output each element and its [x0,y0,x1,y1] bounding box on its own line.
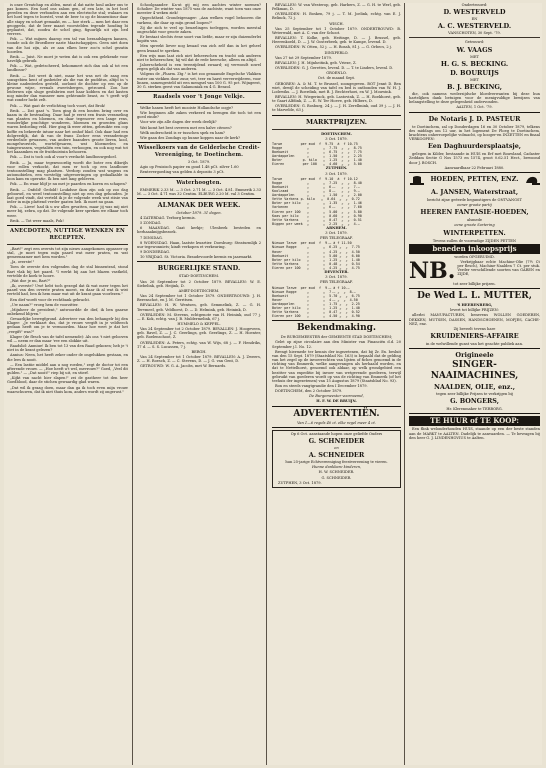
almanac-entry: 5 ZONDAG. [140,221,162,226]
ad-line: Hunne dankbare kinderen, [311,465,362,470]
register-entry: Van 24 September tot 2 October 1879. BEVALLEN: J. Hoogeveen, geb. Ravel, Z. — J. C. Geerlings, geb. Geerlings, Z. — H. Hoenter, geb. Roelenschoot, Z. [137,327,261,340]
paragraph: Een dief wordt voor de rechtbank gebracht. [10,297,91,302]
ad-line: en [334,445,339,450]
date-line: 3 Oct. 1879. [187,160,211,165]
market-date: 3 Oct. 1879. [325,275,348,280]
ad-line: in de welwillende gunst van het geachte publiek aan. [425,342,524,346]
ad-line: ZUTPHEN, 3 Oct. 1879. [278,480,322,485]
register-entry: Van 24 September tot 1 October 1879. ONDERTROUWD: J. H. Berenschot, en J. M. Gerritsen. [137,294,261,303]
ad-line: Een flink welonderhouden HUIS, staande op een der beste standen aan de MARKT te AALTEN. Dadelijk te aanvaarden. — Te bevragen bij den heer G. J. LINDENHOVIUS te Aalten. [409,427,540,440]
divider [272,427,401,428]
market-date: 3 Oct. 1879. [325,136,348,141]
paragraph: Pok. — Lieve! had ik u uw alles gevatten, maar jij was mij niet meer bij, zebra, op dat. De volgende keer spreken we elkaar toch weer. [7,205,128,218]
ad-line: H. W. SCHNEIDER. [318,470,355,475]
newspaper-page [4,3,542,765]
notice-line: De BURGEMEESTER der GEMEENTE STAD DOETINCHEM; [280,335,393,340]
market-date: 3 Oct. 1879. [325,231,348,236]
market-source: PER TELEGRAAF. [320,236,353,241]
paragraph: Pok. — Dat is toch ook al voor's verdacht landbouwgedoel. [10,155,117,160]
almanac-entry: 4 ZATERDAG. Terborg kermis. [140,216,196,220]
column-1 [7,3,128,765]
divider [137,91,261,92]
divider [7,225,128,226]
divider [137,261,261,262]
paragraph: Pok. — En waar blijf je nu met je paarden en koren en schapen? [10,182,127,187]
ad-line: bericht zijne geëerde begunstigers de ONTVANGST [427,197,522,202]
column-3 [272,3,401,765]
ad-line: Ondertrouwd: [461,3,488,7]
ad-line: te Doetinchem, zal op Donderdagen 16 en 30 October 1879, telkens des middags om 12 uur, in het logement De Ploeg te Doetinchem, krachtens onherroepelijke volmacht, op hooger-en INZETTEN en finaal VERKOOPEN: [409,124,540,142]
column-4 [409,3,540,765]
register-entry: Van 24 September tot 1 October 1879. BEVALLEN: A. J. Zweers, Z. — H. Roesch, Z. — C. Stevens, D. — J. G. van Gent, D. [137,355,261,364]
price-table: Tarwe per mud f 9.75 à f 10.75 Rogge „ „ 7.75 „ „ 8.75 Boekweit „ „ 6.75 „ „ 7.75 Aardappelen „ „ 1.50 „ „ 2.25 Boter p. kilo „ 1.25 „ „ 1.40 Eieren per 100 „ 4.60 „ „ 5.00 [272,141,362,167]
divider [409,172,540,173]
paragraph: Brok. — Juist. Ne moet je weten dat is ook een gelekende voor havelijk gebruik. [7,54,128,64]
paragraph: Pok. — Wat gaat de verlichting toch voort, dat Brok! [10,103,106,108]
subheading: DINXPERLO. [324,50,349,55]
notice-line: Gelet op zijne circulaire aan den Minister van Financiën d.d. 20 September j.l. No. 12. [272,340,401,349]
divider [7,244,128,245]
register-entry: OVERLEDEN: G. J. Gerettes, levenl. D. — T. te Linders, levenl. D. [275,66,394,71]
section-heading: ANECDOTEN, NUTTIGE WENKEN EN RECEPTEN. [10,227,125,241]
ad-highlight: beneden inkoopsprijs [409,244,540,254]
section-heading: Raadsels voor 't Jonge Velkje. [153,93,245,100]
subheading: HUMMELO & KEPPEL. [177,321,221,326]
price-table: Nieuwe Tarwe per mud f 9.— à f 10.— Nieuwe Rogge „ „ 7.— „ „ 8.— Boekweit „ „ 5.70 „ „ 6.75 Haver „ „ 4.— „ „ 4.50 Aardappelen „ „ 1.75 „ „ 2.25 Boter per kilo „ „ 1.25 „ „ 1.40 Vette Varkens „ „ 0.47 „ „ 0.52 Eieren per 100 „ „ 4.50 „ „ 4.90 [272,285,360,319]
ad-name: G. SCHNEIDER [308,436,365,445]
ad-line: worden OPGERUIMD. [454,254,495,259]
ad-line: AALTEN, 1 Oct. '79. [456,105,493,110]
almanac-entry: 10 VRIJDAG. St. Victoria. Braudevoorde kermis en jaarmarkt. [140,255,253,260]
ad-line: G. SCHNEIDER. [321,475,352,480]
section-heading: Waterhoogten. [176,179,222,186]
ad-line: alsmede [466,218,483,223]
ad-highlight: TE HUUR of TE KOOP: [409,416,540,426]
divider [409,413,540,414]
register-entry: OVERLEDEN: W. Otten, 52 j. — H. Bosah, 81 j. — G. Orbecs, 2 j. [275,45,393,50]
notice-line: Bon en steeds vangtgrandie den I December 1879. [275,383,368,388]
register-entry: OVERLEDEN: A. Peters, echtg. van W. Wijs, 68 j. — F. Hendriks, 17 d. — S. S. Lucassen, 7 j. [137,340,261,349]
divider [409,348,540,349]
paragraph: „Ik, overste? Uwé hebt toch gezegd dat ik wat meer tegen het paard van den overste praten moest, en daar ik al wat ik wist verteld had, ben ik hem maar wat uit de krant gaan voorlezen." [7,284,128,297]
ad-name: H. G. S. BECKING. [440,59,509,68]
ad-name: B. J. BECKING, [447,82,502,91]
register-entry: BEVALLEN: T. Kolke, geb. Heitinge, D. — J. Brussel, geb. Heerenkoeld, D. — J. W. Oosterbeek, geb. te Kampe, levend. D. [272,36,401,45]
ad-line: Getrouwd: [464,40,485,45]
ad-heading: De Notaris J. D. PASTEUR [428,114,521,123]
ad-line: Verkrijgbaar echte Machine-Olie (7½ Ct per flesch), Machine-Naalden 7 Ct. per stuk. Verder verschillende soorten van GAREN en ZIJDE, [457,259,540,277]
register-entry: Van 25 September tot 1 October 1879. ONDERTROUWD: B. Weterwald, met A. C. van der Schoot. [272,26,401,35]
subheading: WISCH. [329,21,344,26]
ad-heading: Origineele [455,351,494,360]
paragraph: Volgens de „Pharm. Ztg." is het zoo genaamde Engelsche Vlakken water om viekken door zuur, vet, teer en harst ververwijderen, voor linnen, samengesteld uit een mengsel van 100 G. 95 pct. Wijngeest, 30 G. sterken geest van Salamoniak en 4 G. Benzol. [137,72,261,89]
ad-name: D. BOURUIJS [450,68,499,77]
paragraph: Opgechtheid. Grondeigenager: „Aan welken vogel behooren die varkens, die daar op mijn grond loopen?" [137,16,261,25]
paragraph: Raadslid: Anmiue! Ik ben tot 13 van den Raad gekozen; heb je 't niet in de krant gelezen? [7,344,128,353]
riddle: Wie beginnen alle zaken verkeerd en brengen die toch tot een goed einde? [137,111,261,120]
almanac-entry: 6 MAANDAG. Gaat kerkje; Ulenbeek besteden en herhaaaknijgsbezoek. [137,226,261,235]
section-heading: ALMANAK DER WEEK. [157,200,241,209]
register-entry: BEVALLEN: H. Wiegerinck, geb. Lastovink, Z. — H. Boekhorst, geb. te Gaart Alfdink, Z. — E. W. Ter Hoeve, geb. Hilbers, D. [272,94,401,104]
ad-heading: WINTERPETTEN. [443,228,506,237]
paragraph: Pok. — Wat, gedetscheerd, bekommert zich dan ook al tot een landbouw? [7,64,128,73]
anniversary-ad [272,430,401,488]
ad-line: allerlei MANUFACTUREN, benevens WOLLEN GOEDEREN, DEKKEN, MUTSEN, DASSEN, HANDSCHOENEN, MOFJES, CACHE-NEZ, enz. [409,313,540,326]
ad-line: hun 25-jarige Echtvereeniging feestvereening te vieren. [285,460,388,465]
register-entry: Van 26 September tot 2 October 1879. BEVALLEN: W. E. Siebelink, geb. Heijink, D. [137,279,261,288]
paragraph: — Een lastiie middel aan u nog roeden," zegt de doctor tot een afterende vrouw. — „Hoe heeft u't wel, mevrouw?" Goed, „Veel dit gulden." — „Dat nooit!" riep bij uit, en stierf. [7,362,128,376]
paragraph: Pok. — Wat mijnen daarop een tal van beraadslagen kanzen, toonde ook de Broedbeer naste Maatschappijen. Geen niet doen van die hoi zijn, als ze aan elken beer zoo'n schel gezatin hoorden. [7,37,128,54]
almanac-entry: 7 DINSDAG. [140,235,163,240]
paragraph: Brok. — Dat gaat 's. Toen ging ik een bouten bring over en kaam in de bestraaling. Daar had je eerst een frasis verameling van planten en bloemen, en daar tegenover een lange rens, wonderlijke prachtige wonderen, bloemen en groenten glans waren bedoeling veld. Hier ging ik weer zitten, gebruikte een cop koffie en bekeerde intuur naar het omhof blad. Ook daar had een dolgreedijk, dat ik van de frans Zocher eens veranderinge verdeelsde gewassen, van andere baanders groote lieren, kool, mongelworstels, worteltjesaren, wat bloemerlen en tuingewassen, vegetaliën een tuin, verhoogen, en ook nog wat tot het kaaamken en de fruithuistuin behooren. [7,108,128,155]
notice-signature: H. F. W. DE BRUIJN. [316,399,357,404]
section-heading: MARKTPRIJZEN. [306,117,367,126]
section-heading: Wisselkoers van de Gelderlsche Credit-Vereeniging, te Doetinchem. [138,145,260,159]
market-name: ZUTPHEN. [325,166,348,171]
exchange-rate: Agio op Pruisisch papier en goud 1.48 pCt. zilver 1.60 [140,165,239,170]
register-entry: OVERLEDEN: M. Stevens, echtgenote van H. Heinink, oud 77 j. — E. Kok, echtg. van J. B. Muldermelink, 67 j. [137,312,261,321]
paragraph: Brok. — Onfold! Gedold! Loukdsse ikon zijn ook op zoo dag gebouwd, en werd tentoonstelling niet op een dag gehouden. Je laat goed vindt, dat verteld ik je de volgende week wat stisie van ieder in mijn plattend verder gaaten heb. Ik moet nu gaan. [7,187,128,205]
column-rule [266,3,267,765]
market-name: ARNHEM. [326,225,347,230]
ad-line: MET [470,77,479,82]
paragraph: „Uw naam?" vroeg hem de voorzitter. [10,302,79,307]
exchange-rate: Rentevergoeding van gelden à deposito 3 pCt. [140,170,225,175]
subheading: BERGH. [191,349,207,354]
ad-heading: A. JANSEN, Waterstraat, [430,187,519,196]
section-heading: BURGERLIJKE STAND. [157,264,241,273]
ad-line: tegen zeer billijke Prijzen te verkrijgen bij [436,392,513,397]
hat-ad-banner [409,175,540,188]
subheading: STAD-DOETINCHEM. [178,274,220,279]
ad-line: eener groote partij [457,203,492,208]
divider [137,142,261,143]
price-table: Tarwe per mud f 9.10 à f 10.12 Rogge „ „ 7.25 „ „ 8.40 Boekweit „ „ 6.— „ „ 7.— Koolzaad „ „ 8.— „ „ 9.— Aardappelen „ „ 1.50 „ „ 2.00 Vette Varkens p. kilo „ 0.64 „ „ 0.72 Boter per kilo „ „ 1.35 „ „ 1.46 Varkenen „ „ 6.— „ „ 7.60 Eieren per 100 „ „ 5.00 „ „ 5.80 Kaas per kilo „ „ 0.60 „ „ 0.90 Vette Varkens „ „ 0.47 „ „ 0.51 Biggen per week „ „ 2.25 „ „ 4.— [272,176,362,226]
ad-heading: SINGER-NAAIMACHINES, [430,360,519,382]
market-name: DEVENTER. [324,270,349,275]
divider [409,37,540,38]
divider [272,115,401,116]
register-entry: Van 27 tot 29 September 1879. [275,55,332,60]
ad-line: EN [471,17,478,22]
almanac-entry: 9 DONDERDAG. [140,250,170,255]
ad-line: eene groote Sortering [454,223,495,228]
ad-name: A. C. WESTERVELD. [437,22,512,31]
notice-line: DOETINCHEM, den 2 October 1879. [275,389,343,394]
divider [272,320,401,321]
almanac-entry: 8 WOENSDAG. Haan, laatste kwartier. Doesburg: Steaturmlijk 2 uur tegewonniets; kindt verkopen et verkeuring. [137,240,261,249]
ad-heading: KRUIDENIERS-AFFAIRE [430,332,519,340]
column-rule [132,3,133,765]
ad-line: Tevens zullen de voorradige ZIJDEN PETTEN [432,238,517,243]
ad-line: Op 6 Oct. aanstaande hopen onze geliefde Ouders [290,431,383,436]
ad-heading: G. BONGERS, [450,397,499,406]
hat-icon [409,175,425,188]
market-name: DOETINCHEM. [321,131,352,136]
divider [409,112,540,113]
market-date: 3 Oct. 1879. [325,171,348,176]
riddle: Voor wie zijn alle dagen der week deelijk? [140,120,217,125]
register-entry: BEVALLEN: W. van Westerop, geb. Harbers, Z. — G. H. te Werl, geb. Pelkman, D. [272,3,401,12]
paragraph: Een wijs man laat zich niet beheerschen en tracht ook anderen niet te beheerschen; hij wil dat de rede heersche, alleen en altijd. [137,53,261,62]
column-rule [404,3,405,765]
divider [272,129,401,130]
ad-name: A. SCHNEIDER [308,451,365,460]
ad-heading: NAALDEN, OLIE, enz., [433,383,516,392]
ad-line: Zij beveelt tevens hare [453,326,496,331]
paragraph: „Dat wil ik graag doen, maar dan ga ik toch even mijn vrouw waarschuwen, dat ik niet thuis kom, anders wordt zij ongerust." [7,385,128,394]
ad-heading: De Wed L. L. MUTTER, [417,291,532,302]
divider [137,103,261,104]
ad-line: die, ook namens wederzijdsche bloedverwanten bij deze hun hartelijken dank betuigen voor de menigvuldige bewijzen van belangstelling te deze gelegenheid ondervonden. [409,91,540,105]
riddle: Wat komt het best overeen met een halve citroen? [140,125,232,130]
paragraph: Toen de overste den volgenden dag de stal binnentrad, stond Bart vlak bij het paard. "I werkt bij aan het blazen vastkeld, vertelde de koek te hoore. [7,265,128,278]
nb-label: NB. [409,257,456,284]
ad-line: tot zeer billijke prijzen. [453,281,496,286]
notice-line: Brengt hiermede ter kennis der ingezetenen, dat bij Zr. Ex. besluit van den 15 Sept. 1879 (Staatsblad No. 163) is bepaald dat de gelding van het zegel op de invoerrechten van lijsten of fiches genoemd in de richting van Emmerik, welke aangevangen als herhaald worden, en dat te Nettelhorst, genoemd ook aldaar, op welk grondgebied een bezitter van expeditie bij invoer van wetgevende goederen, terwijl gebruikt van goederen wordt op van de richting van Emmerik (of het teehuis der ingezetenen) van 15 Augustus 1879 (Staatsblad No. 93). [272,349,401,383]
ad-rates: Van 1—6 regels 40 ct. elke regel meer 4 ct. [297,420,376,425]
riddle: Wie gaan des Zondags op hunne koppen naar de kerk? [140,135,241,140]
price-table: Nieuwe Tarwe per mud f 9.— à f 11.50 Nieuwe Rogge „ „ 6.25 „ „ 7.75 Haver „ „ 4.25 „ „ 4.50 Boekweit „ „ 5.00 „ „ 6.00 Boter per kilo „ „ 1.25 „ „ 1.40 Vette Varkens „ „ 0.48 „ „ 0.54 Eieren per 100 „ „ 4.25 „ „ 4.75 [272,241,360,270]
paragraph: Er bestaat slechts éene soort van liefde, maar er zijn duizenderlei kopiën van. [137,35,261,44]
subheading: October 1879. 31 dagen. [176,210,222,215]
water-levels: EMMERIK 2.33 M. — 3 Oct. 2.71 M. — 3 Oct. 4.81. Emmerik 2.33 M. — 3 Oct. 4.71 was 32 Centim. ELBURG 2.20 M. val 3 Centim. [137,187,261,196]
ad-line: Hr. Klerenmaker te TERBORG. [446,407,503,412]
paragraph: Brok. — Ja, maar tegenwoordig wordt die boter een dikwijls voor rollen verkocht, dat men er toch op een landbouw tentoonstelling mag plaatsen. Verdorp zouden wat wagens en automobielen, een vorstelijg uitgevoeringen op gedaalkalde in loon kam en operatie. Ik ben niet lang gebleven. [7,160,128,182]
paragraph: Gevaarlijke bewegfgrond. Adverteer van den behangelr bij den Klager: „Je verklaart dus, dat je vrouw vergift in je veldteech gedaan heeft om je te vermoorden. Maar hoe weet je dat het „vergift" was?" [7,317,128,334]
ad-line: 'S HEERENBERG, [456,303,493,308]
divider [137,198,261,199]
paragraph: „Mijnheer de president," antwoordde de dief, ik ben gaarne onbekend blijven." [7,307,128,316]
paragraph: „Wat doe je nu, Bart?" [10,278,51,283]
ad-heading: HEEREN FANTASIE-HOEDEN, [420,208,529,217]
ad-line: MET [470,54,479,59]
divider [272,406,401,407]
register-entry: GEBOREN: A. & M. T. te Brussel, zoongegeven. BOT Jennt D. Ben wiet, dewijl de scheiding van tafel en bed is ontbonden van W. H. J. Lodewiks. — J. Roerdink, met B. J. Bechterhoei, en W. J. Mouwink. [272,81,401,94]
notice-line: De Burgemeester voornoemd, [309,394,364,399]
register-entry: OVERLEDEN: G. Bosburg, 24 j. — J. H. Zerellmink, oud 39 j. — J. H. te Marvelde, 63 j. [272,104,401,113]
ad-line: levert tot billijke PRIJZEN: [450,308,499,313]
riddle: Welke hanen heeft het mooiste Hollandsche oogje? [140,105,234,110]
register-entry: BEVALLEN: H. W. Wentsen, geb. Semmelink, Z. — G. H. Tervmeel, geb. Veldhorst, D. — D. Helmink, geb. Heinink, D. [137,303,261,312]
divider [137,177,261,178]
ad-line: gelegen in Kilder, bestaande in HUIS en Erf met Bouwland, Cadaster Zeddam Sectie G Nos 1573 en 1574, groot 0.62.51 Hect., bewoond door J. BOSCH. [409,152,540,165]
ad-heading: HOEDEN, PETTEN, ENZ. [430,174,519,183]
subheading: GROENLO. [326,71,347,76]
paragraph: Klager (de flesch van de tafel nemende): Als ons 't niet gelooven wil — neem er dan maar 'ree een slokkie uit. [7,334,128,343]
ad-line: Aanvaardbaar 22 Februari 1880. [444,165,505,170]
ad-heading: Een Daghuurdersplaatsje, [427,142,522,151]
paragraph: „Kijkt van nacht hier slapen!" zei de gastheer tot den heer Goedblood, daar de stichen gewaardig glad waren. [7,376,128,385]
subheading: AMBT-DOETINCHEM. [178,288,220,293]
ad-line: VANSCHOTEN, 30 Sept. '79. [448,31,501,36]
paragraph: „Bart!" zegt een oversts tot zijn nieuw aangekomen oppasser op stal, „je moet tegen mijn paard wat meer praten, en wat gemeenzamer met hem worden." [7,246,128,260]
riddle: Welk onderscheid is er tusschen spek en ham? [140,130,225,135]
divider [409,288,540,289]
paragraph: Zij die zich te veel op beuzelingen toeleggen, worden meestal ongeschikt voor groote zaken. [137,25,261,34]
paragraph: is onze Greatchap en alden, meat al dat natte houl anker ons te pas komen. Een hoel ons zalom gen, of een late, in het boel gereden en deze verbonden aan een electrische stal; walaars en het hoel tegen te borstel, vent de beer to op de binnentiour daar alle stapy en schart gemaakt, en — hoe sterk — men het daar een geoggerlo, dat de beer maast voorstelden tegende houding bi geplaatst, dat, zoodra de schel ging, figuurlijk uit zijn bed verrees. [7,3,128,37]
paragraph: Men spreekt liever nog kwaad van zich zelf dan in het geheel geen kwaad te spreken. [137,44,261,53]
register-entry: BEVALLEN: J. H. Mijnheitink, geb. Vrieze, Z. [275,60,357,65]
paragraph: Jaloerscheheid is een tweezijdend zwaard; zij verwondt zowel zegen gelijk als dat van anderen. [137,63,261,72]
paragraph: Annius: Neen, het heeft zeker onder de ongelukken gestaan, en die lees ik nooit. [7,353,128,362]
paragraph: Schoolgaander: Ka-ut gij mij een aachtes winter noemen? Scholier: De wintter van 1875 was de zachtste, want toen was onze meester 4 weken ziek! [137,3,261,16]
section-heading: Bekendmaking. [296,323,377,334]
paragraph: Brok. — Dat weet ik niet, maar het was net de zaag een sonsgebien kent of gasbeider als die van de pudditus, altijd in 's kleine nadenteelen gesteld, oorlomt de dochter op een op de gewone wijze, evenals zweetsbergen, getrouwd. Zon hoe leidersen zijn sluge gesfabrien met haar kobben en dat kasten nog minder dan wanneer men gehteunde beast, zo 't geeft wijl wat zonder lucht zelt. [7,73,128,103]
section-heading: ADVERTENTIËN. [293,408,380,419]
register-entry: GETROUWD: W. G. A. Jacobs, met W. Bernards. [140,364,227,369]
column-2 [137,3,261,765]
register-entry: OVERLEDEN: H. Bosken, 79 j. — T. M. Joelink, echtg. van E. J. Belinck, 72 j. [272,12,401,21]
market-source: PER TELEGRAAF. [320,280,353,285]
cap-icon [524,175,540,188]
ad-name: W. VAAGS [456,45,493,54]
ad-name: D. WESTERVELD [443,8,506,17]
paragraph: „Ja, overste!" [10,260,35,265]
register-entry: Oct. de maand Sept. [317,76,356,81]
paragraph: Brok. — Tot weer maals, Pok! [10,218,64,223]
